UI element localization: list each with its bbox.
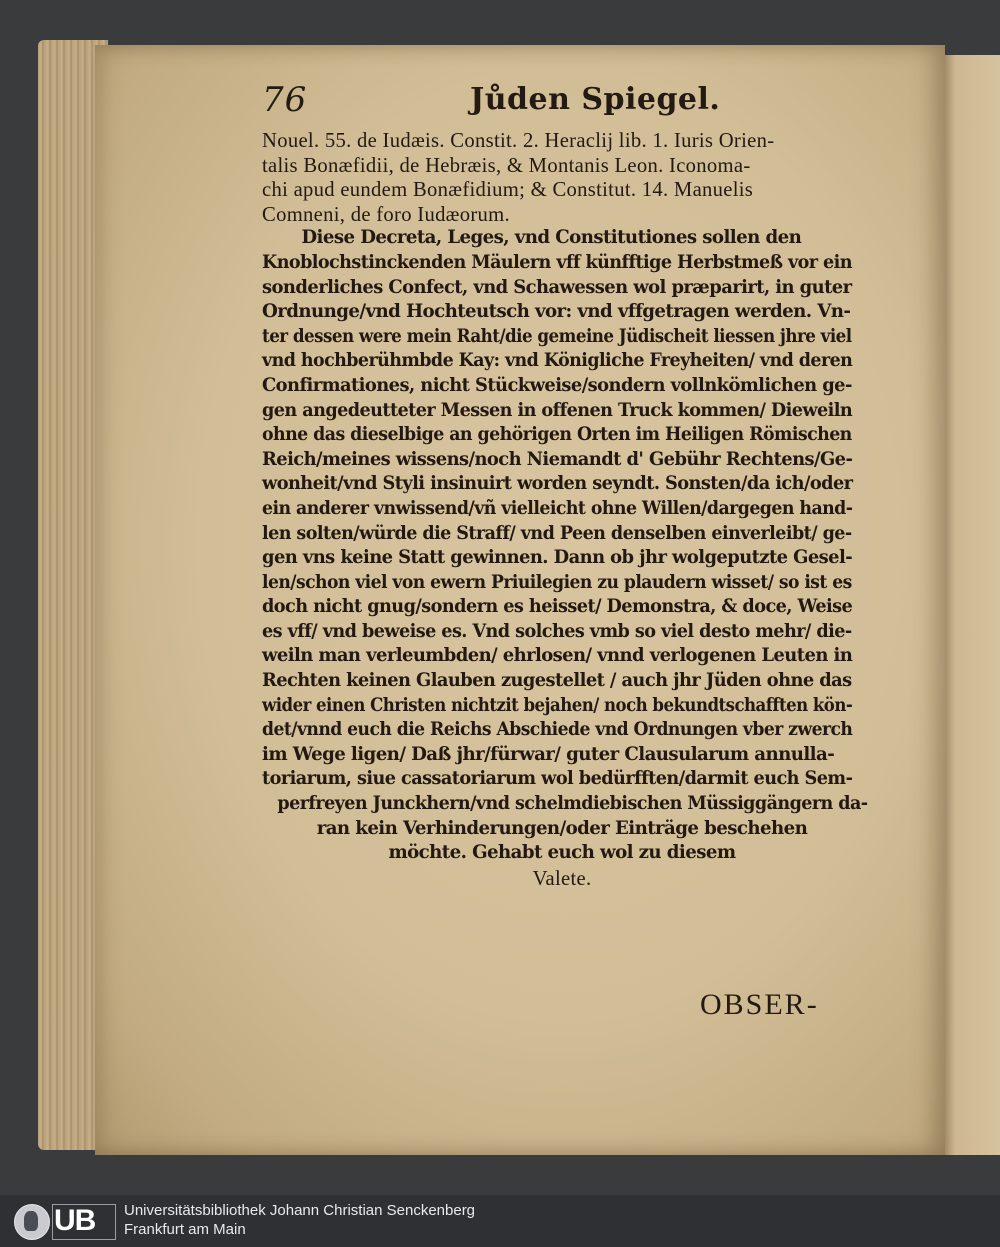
text-line: perfreyen Junckhern/vnd schelmdiebischen Müssiggängern da- xyxy=(277,793,868,815)
text-line: toriarum, siue cassatoriarum wol bedürfften/darmit euch Sem- xyxy=(262,768,853,790)
page-number: 76 xyxy=(262,80,308,120)
text-line: ohne das dieselbige an gehörigen Orten im Heiligen Römischen xyxy=(262,424,852,446)
text-line: ter dessen were mein Raht/die gemeine Jüdischeit liessen jhre viel xyxy=(262,325,852,347)
next-page-edge xyxy=(940,55,1000,1155)
library-logo[interactable] xyxy=(14,1204,114,1238)
text-line: wonheit/vnd Styli insinuirt worden seyndt. Sonsten/da ich/oder xyxy=(262,473,853,495)
text-line: len solten/würde die Straff/ vnd Peen denselben einverleibt/ ge- xyxy=(262,522,852,544)
text-line: Reich/meines wissens/noch Niemandt d' Gebühr Rechtens/Ge- xyxy=(262,448,853,470)
running-title: Jůden Spiegel. xyxy=(470,82,721,117)
text-line: Ordnunge/vnd Hochteutsch vor: vnd vffgetragen werden. Vn- xyxy=(262,301,851,323)
running-head xyxy=(262,80,822,122)
text-line: Comneni, de foro Iudæorum. xyxy=(262,201,510,226)
text-line: chi apud eundem Bonæfidium; & Constitut. 14. Manuelis xyxy=(262,177,754,202)
body-text xyxy=(262,128,868,890)
text-line: Rechten keinen Glauben zugestellet / auch jhr Jüden ohne das xyxy=(262,670,852,692)
text-line: vnd hochberühmbde Kay: vnd Königliche Freyheiten/ vnd deren xyxy=(262,350,853,372)
text-line: sonderliches Confect, vnd Schawessen wol præparirt, in guter xyxy=(262,276,852,298)
logo-text: UB xyxy=(54,1204,96,1237)
text-line: möchte. Gehabt euch wol zu diesem xyxy=(388,842,736,864)
text-line: im Wege ligen/ Daß jhr/fürwar/ guter Clausularum annulla- xyxy=(262,743,835,765)
footer-bar xyxy=(0,1195,1000,1247)
institution-name: Universitätsbibliothek Johann Christian Senckenberg xyxy=(124,1202,476,1219)
text-line: gen vns keine Statt gewinnen. Dann ob jhr wolgeputzte Gesel- xyxy=(262,547,853,569)
text-line: Knoblochstinckenden Mäulern vff künfftige Herbstmeß vor ein xyxy=(262,251,852,273)
text-line: weiln man verleumbden/ ehrlosen/ vnnd verlogenen Leuten in xyxy=(262,645,853,667)
text-line: es vff/ vnd beweise es. Vnd solches vmb so viel desto mehr/ die- xyxy=(262,620,852,642)
text-line: Confirmationes, nicht Stückweise/sondern vollnkömlichen ge- xyxy=(262,374,852,396)
text-line: det/vnnd euch die Reichs Abschiede vnd Ordnungen vber zwerch xyxy=(262,719,853,741)
text-line: doch nicht gnug/sondern es heisset/ Demonstra, & doce, Weise xyxy=(262,596,853,618)
text-line: ein anderer vnwissend/vñ vielleicht ohne Willen/dargegen hand- xyxy=(262,497,853,519)
text-line: talis Bonæfidii, de Hebræis, & Montanis Leon. Iconoma- xyxy=(262,152,751,177)
text-line: Diese Decreta, Leges, vnd Constitutiones sollen den xyxy=(301,227,802,249)
text-line: len/schon viel von ewern Priuilegien zu plaudern wisset/ so ist es xyxy=(262,571,852,593)
text-line: ran kein Verhinderungen/oder Einträge beschehen xyxy=(316,817,808,839)
text-line: Nouel. 55. de Iudæis. Constit. 2. Heraclij lib. 1. Iuris Orien- xyxy=(262,128,775,152)
institution-city: Frankfurt am Main xyxy=(124,1221,246,1238)
seal-icon xyxy=(14,1204,50,1240)
text-line: Valete. xyxy=(532,865,592,890)
text-line: gen angedeutteter Messen in offenen Truck kommen/ Dieweiln xyxy=(262,399,853,421)
catchword: OBSER- xyxy=(700,988,819,1021)
text-line: wider einen Christen nichtzit bejahen/ noch bekundtschafften kön- xyxy=(262,694,853,716)
